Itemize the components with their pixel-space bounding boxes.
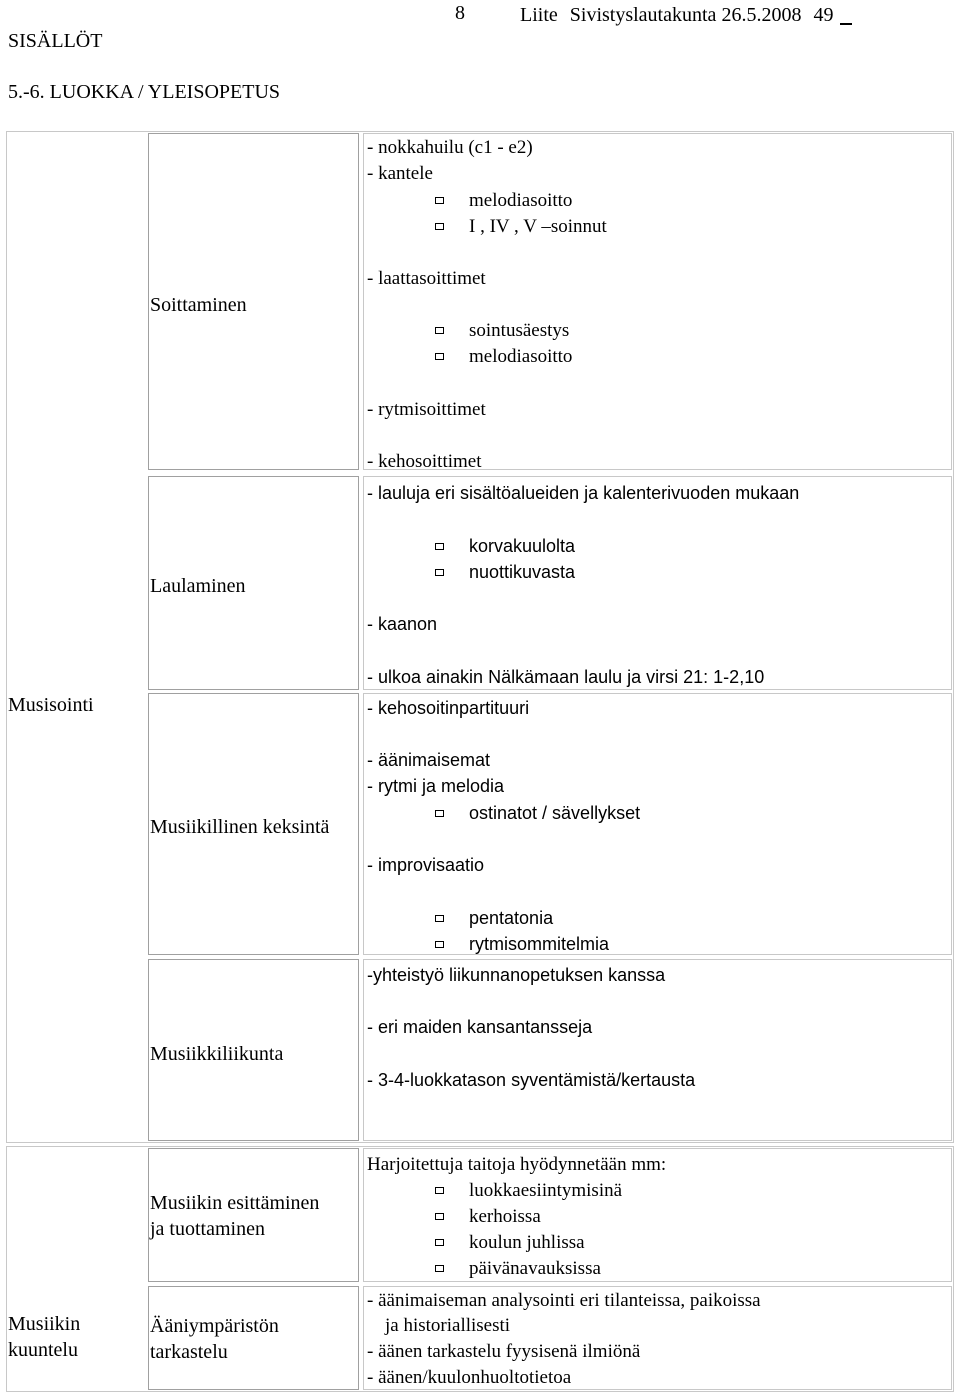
header-date: 26.5.2008 (721, 4, 802, 26)
square-bullet-icon (435, 197, 444, 204)
square-bullet-icon (435, 1265, 444, 1272)
category-label-liikunta: Musiikkiliikunta (150, 1043, 284, 1065)
bullet-text: koulun juhlissa (469, 1232, 585, 1253)
content-line: - nokkahuilu (c1 - e2) (367, 137, 533, 158)
content-line: - improvisaatio (367, 855, 485, 875)
underscore-mark (840, 23, 852, 25)
bullet-item (435, 563, 575, 581)
content-line: - kehosoittimet (367, 451, 482, 472)
bullet-text: I , IV , V –soinnut (469, 216, 607, 237)
appendix-label: Liite (520, 4, 558, 26)
square-bullet-icon (435, 810, 444, 817)
content-line: - rytmisoittimet (367, 399, 486, 420)
bullet-item (435, 217, 607, 236)
bullet-item (435, 1259, 601, 1278)
bullet-item (435, 191, 572, 210)
page-number: 8 (455, 2, 465, 24)
content-line: - laattasoittimet (367, 268, 486, 289)
square-bullet-icon (435, 1187, 444, 1194)
bullet-text: ostinatot / sävellykset (469, 803, 641, 823)
content-line: - äänimaiseman analysointi eri tilanteissa, paikoissa (367, 1290, 761, 1311)
content-cell-liikunta (363, 959, 952, 1141)
bullet-item (435, 804, 640, 822)
content-line: - rytmi ja melodia (367, 776, 505, 796)
appendix-number: 49 (813, 4, 834, 26)
bullet-text: rytmisommitelmia (469, 934, 610, 954)
content-line: - äänen tarkastelu fyysisenä ilmiönä (367, 1341, 641, 1362)
category-label-soittaminen: Soittaminen (150, 294, 247, 316)
square-bullet-icon (435, 223, 444, 230)
bullet-item (435, 537, 575, 555)
bullet-item (435, 909, 553, 927)
bullet-text: sointusäestys (469, 320, 570, 341)
content-line: - eri maiden kansantansseja (367, 1017, 593, 1037)
bullet-text: kerhoissa (469, 1206, 541, 1227)
content-line: - äänimaisemat (367, 750, 491, 770)
bullet-item (435, 1181, 622, 1200)
content-line: - lauluja eri sisältöalueiden ja kalenterivuoden mukaan (367, 483, 800, 503)
category-label-esittaminen-1: Musiikin esittäminen (150, 1192, 320, 1214)
content-line: Harjoitettuja taitoja hyödynnetään mm: (367, 1154, 667, 1175)
content-line: - kantele (367, 163, 433, 184)
square-bullet-icon (435, 1213, 444, 1220)
category-cell-aaniymparisto (148, 1286, 359, 1390)
bullet-text: nuottikuvasta (469, 562, 576, 582)
board-name: Sivistyslautakunta (569, 4, 717, 26)
content-cell-laulaminen (363, 476, 952, 690)
square-bullet-icon (435, 543, 444, 550)
page-header (520, 5, 852, 25)
category-cell-esittaminen (148, 1148, 359, 1282)
bullet-item (435, 935, 609, 953)
area-label-kuuntelu-1: Musiikin (8, 1313, 81, 1335)
square-bullet-icon (435, 569, 444, 576)
category-label-esittaminen-2: ja tuottaminen (150, 1218, 265, 1240)
content-line: -yhteistyö liikunnanopetuksen kanssa (367, 965, 666, 985)
content-line: - ulkoa ainakin Nälkämaan laulu ja virsi 21: 1-2,10 (367, 667, 765, 687)
square-bullet-icon (435, 327, 444, 334)
category-label-aaniymparisto-1: Ääniympäristön (150, 1315, 279, 1337)
content-line: - kaanon (367, 614, 438, 634)
square-bullet-icon (435, 353, 444, 360)
content-line: - 3-4-luokkatason syventämistä/kertausta (367, 1070, 696, 1090)
bullet-item (435, 1233, 585, 1252)
category-label-aaniymparisto-2: tarkastelu (150, 1341, 228, 1363)
bullet-text: korvakuulolta (469, 536, 576, 556)
area-label-musisointi: Musisointi (8, 694, 94, 716)
category-label-keksinta: Musiikillinen keksintä (150, 816, 330, 838)
square-bullet-icon (435, 1239, 444, 1246)
content-line: - äänen/kuulonhuoltotietoa (367, 1367, 572, 1388)
area-label-kuuntelu-2: kuuntelu (8, 1339, 78, 1361)
bullet-text: melodiasoitto (469, 190, 573, 211)
section-title: 5.-6. LUOKKA / YLEISOPETUS (8, 81, 281, 103)
bullet-text: luokkaesiintymisinä (469, 1180, 623, 1201)
square-bullet-icon (435, 915, 444, 922)
bullet-item (435, 347, 572, 366)
bullet-text: päivänavauksissa (469, 1258, 601, 1279)
bullet-text: pentatonia (469, 908, 554, 928)
bullet-item (435, 321, 569, 340)
content-line: - kehosoitinpartituuri (367, 698, 530, 718)
square-bullet-icon (435, 941, 444, 948)
bullet-text: melodiasoitto (469, 346, 573, 367)
category-label-laulaminen: Laulaminen (150, 575, 246, 597)
bullet-item (435, 1207, 541, 1226)
content-line: ja historiallisesti (385, 1315, 511, 1336)
contents-link[interactable]: SISÄLLÖT (8, 30, 103, 52)
